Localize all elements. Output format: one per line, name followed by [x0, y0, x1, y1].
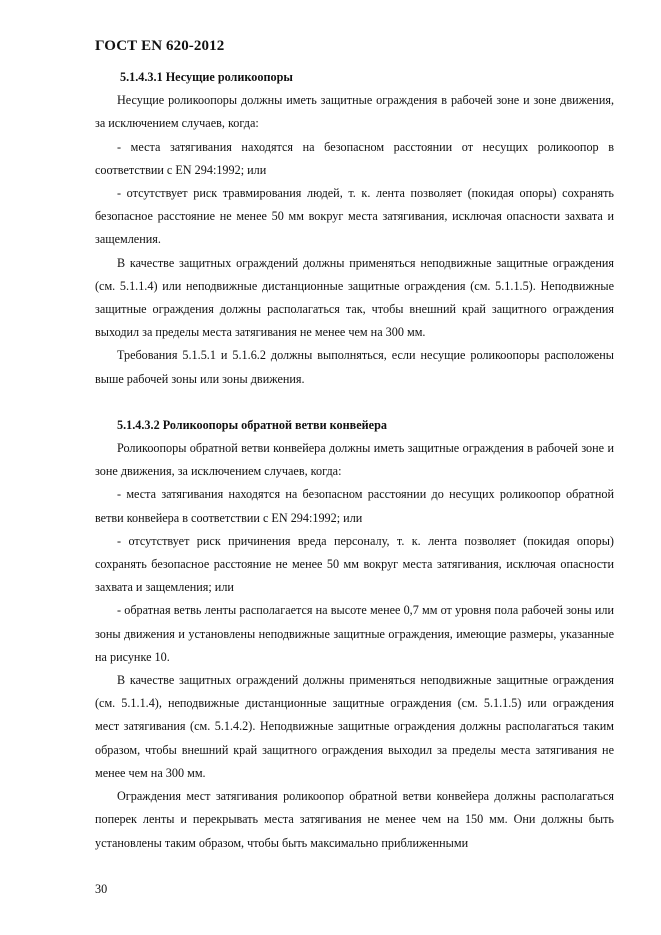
section-spacer [95, 391, 614, 414]
document-body [95, 66, 614, 855]
list-item: - отсутствует риск причинения вреда персоналу, т. к. лента позволяет (покидая опоры) сохранять безопасное расстояние не менее 50 мм вокруг места затягивания, исключая опасности захвата и защемления; или [95, 533, 614, 595]
paragraph: Ограждения мест затягивания роликоопор обратной ветви конвейера должны располагаться поперек ленты и перекрывать места затягивания не менее чем на 150 мм. Они должны быть установлены таким образом, чтобы быть максимально приближенными [95, 789, 614, 850]
paragraph: Требования 5.1.5.1 и 5.1.6.2 должны выполняться, если несущие роликоопоры расположены выше рабочей зоны или зоны движения. [95, 348, 614, 386]
section-heading-5-1-4-3-1: 5.1.4.3.1 Несущие роликоопоры [120, 70, 293, 84]
document-code-header: ГОСТ EN 620-2012 [95, 38, 225, 54]
paragraph: Роликоопоры обратной ветви конвейера должны иметь защитные ограждения в рабочей зоне и зоне движения, за исключением случаев, когда: [95, 441, 614, 479]
list-item: - места затягивания находятся на безопасном расстоянии от несущих роликоопор в соответствии с EN 294:1992; или [95, 139, 614, 177]
paragraph: Несущие роликоопоры должны иметь защитные ограждения в рабочей зоне и зоне движения, за исключением случаев, когда: [95, 93, 614, 131]
list-item: - отсутствует риск травмирования людей, т. к. лента позволяет (покидая опоры) сохранять безопасное расстояние не менее 50 мм вокруг места затягивания, исключая опасности захвата и защемления. [95, 186, 614, 247]
page-number: 30 [95, 882, 108, 896]
paragraph: В качестве защитных ограждений должны применяться неподвижные защитные ограждения (см. 5.1.1.4) или неподвижные дистанционные защитные ограждения (см. 5.1.1.5). Неподвижные защитные ограждения должны располагаться так, чтобы внешний край защитного ограждения выходил за пределы места затягивания не менее чем на 300 мм. [95, 255, 614, 340]
paragraph: В качестве защитных ограждений должны применяться неподвижные защитные ограждения (см. 5.1.1.4), неподвижные дистанционные защитные ограждения (см. 5.1.1.5) или ограждения мест затягивания (см. 5.1.4.2). Неподвижные защитные ограждения должны располагаться таким образом, чтобы внешний край защитного ограждения выходил за пределы места затягивания не менее чем на 300 мм. [95, 673, 614, 780]
section-heading-5-1-4-3-2: 5.1.4.3.2 Роликоопоры обратной ветви конвейера [117, 417, 387, 432]
list-item: - места затягивания находятся на безопасном расстоянии до несущих роликоопор обратной ветви конвейера в соответствии с EN 294:1992; или [95, 487, 614, 525]
list-item: - обратная ветвь ленты располагается на высоте менее 0,7 мм от уровня пола рабочей зоны или зоны движения и установлены неподвижные защитные ограждения, имеющие размеры, указанные на рисунке 10. [95, 603, 614, 664]
